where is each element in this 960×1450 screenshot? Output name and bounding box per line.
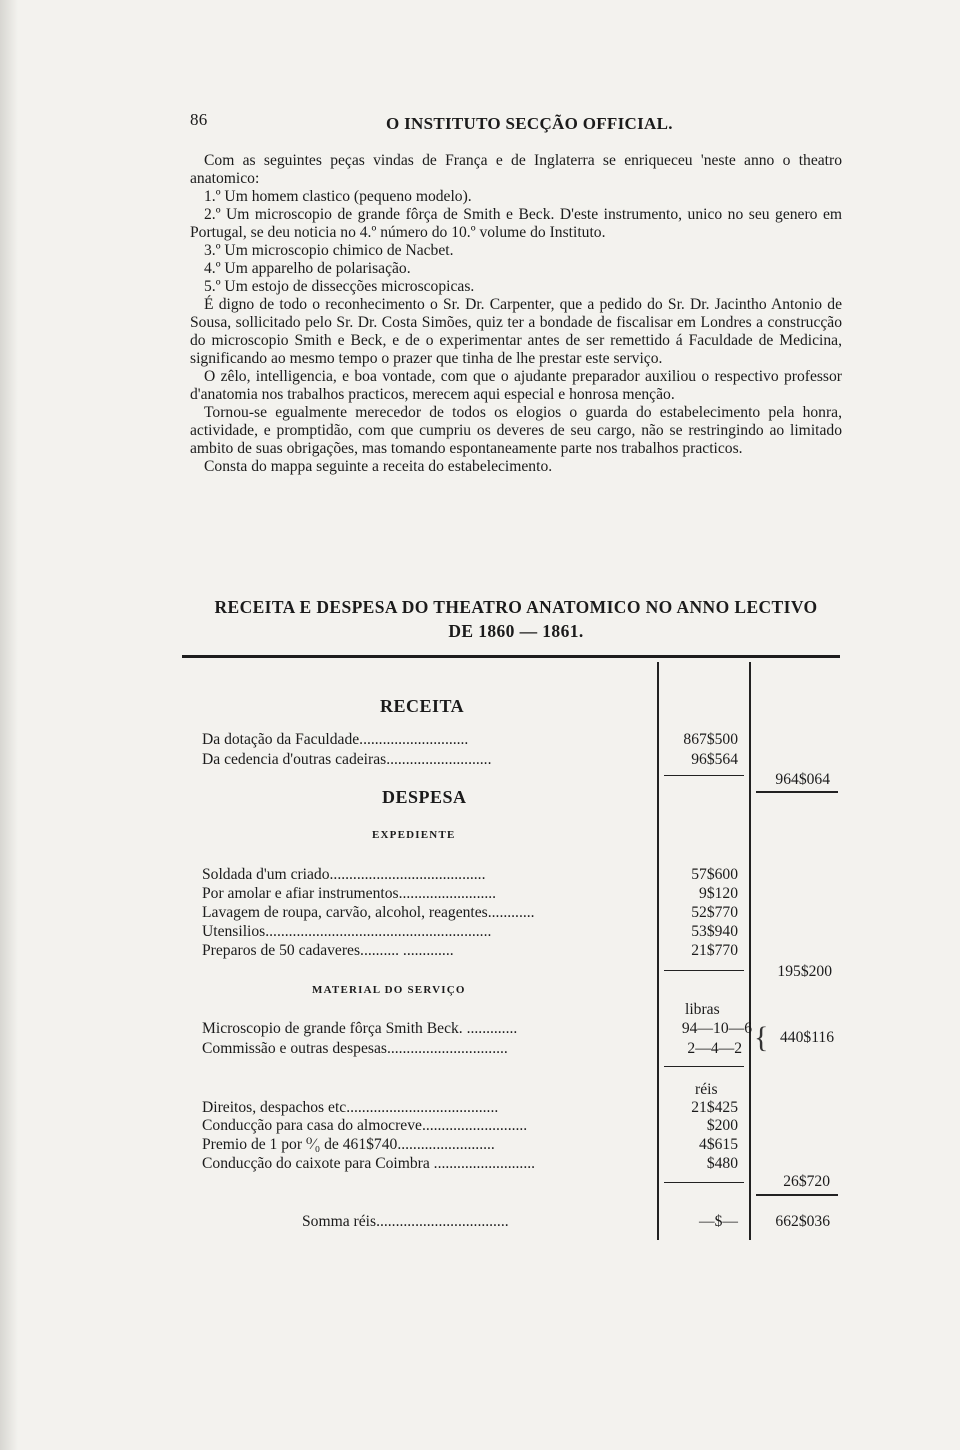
row-dots: ......................... xyxy=(397,1136,495,1153)
expediente-heading: EXPEDIENTE xyxy=(372,829,456,841)
table-top-rule xyxy=(182,655,840,658)
table-row xyxy=(202,884,496,904)
row-dots: ........................................ xyxy=(329,866,486,883)
row-value: 867$500 xyxy=(683,731,738,748)
row-dots: .......... ............. xyxy=(360,942,454,959)
table-title-line2: DE 1860 — 1861. xyxy=(448,621,584,641)
receita-total: 964$064 xyxy=(775,771,830,788)
column-divider-left xyxy=(657,662,659,1240)
row-dots: .......................................................... xyxy=(265,923,492,940)
material-total: 26$720 xyxy=(783,1173,830,1190)
table-row xyxy=(202,1039,508,1059)
row-dots: ........................... xyxy=(386,751,492,768)
row-label: Soldada d'um criado xyxy=(202,866,330,883)
row-label: Por amolar e afiar instrumentos xyxy=(202,885,399,902)
row-label: Preparos de 50 cadaveres xyxy=(202,942,361,959)
table-row xyxy=(202,730,468,750)
receita-heading: RECEITA xyxy=(380,696,465,716)
row-value: $200 xyxy=(706,1117,738,1134)
somma-label: Somma réis xyxy=(302,1213,377,1230)
paragraph-ajudante: O zêlo, intelligencia, e boa vontade, com que o ajudante preparador auxiliou o respectivo professor d'anatomia nos trabalhos practicos, merecem aqui especial e honrosa menção. xyxy=(190,368,842,403)
table-row xyxy=(202,1154,535,1174)
row-label: Direitos, despachos etc xyxy=(202,1099,347,1116)
row-dots: . ............. xyxy=(458,1020,518,1037)
row-value: 4$615 xyxy=(699,1136,738,1153)
row-value: 94—10—6 xyxy=(681,1020,752,1037)
row-dots: .......................... xyxy=(429,1155,536,1172)
table-row xyxy=(202,941,454,961)
body-text xyxy=(190,152,842,476)
row-label: Utensilios xyxy=(202,923,266,940)
table-row xyxy=(202,1116,527,1136)
running-header xyxy=(190,110,845,140)
row-value: 2—4—2 xyxy=(687,1040,742,1057)
total-underline xyxy=(756,791,838,793)
row-label: Lavagem de roupa, carvão, alcohol, reagentes xyxy=(202,904,488,921)
table-row xyxy=(202,922,491,942)
subtotal-rule xyxy=(664,970,744,971)
row-label: Conducção do caixote para Coimbra xyxy=(202,1155,430,1172)
row-value: 96$564 xyxy=(691,751,738,768)
unit-libras: libras xyxy=(685,1001,720,1018)
despesa-heading: DESPESA xyxy=(382,787,467,807)
total-underline xyxy=(756,1194,838,1196)
row-dots: ............................ xyxy=(359,731,469,748)
row-dots: ............................... xyxy=(386,1040,508,1057)
somma-row xyxy=(302,1212,509,1232)
row-value: 9$120 xyxy=(699,885,738,902)
row-dots: ....................................... xyxy=(346,1099,499,1116)
table-row xyxy=(202,865,485,885)
somma-mid-value: —$— xyxy=(699,1213,738,1230)
page-edge-shadow xyxy=(0,0,18,1450)
row-dots: ............ xyxy=(487,904,535,921)
list-item: 5.º Um estojo de dissecções microscopicas. xyxy=(204,278,475,295)
table-row xyxy=(202,750,491,770)
row-value: 57$600 xyxy=(691,866,738,883)
expediente-total: 195$200 xyxy=(777,963,832,980)
page-number: 86 xyxy=(190,110,208,129)
list-item: 1.º Um homem clastico (pequeno modelo). xyxy=(204,188,472,205)
row-dots: .................................. xyxy=(376,1213,509,1230)
table-row xyxy=(202,1135,495,1155)
somma-total: 662$036 xyxy=(775,1213,830,1230)
table-title xyxy=(190,595,842,643)
row-label: Conducção para casa do almocreve xyxy=(202,1117,422,1134)
list-item: 3.º Um microscopio chimico de Nacbet. xyxy=(204,242,454,259)
list-item: 4.º Um apparelho de polarisação. xyxy=(204,260,411,277)
brace-icon: { xyxy=(754,1021,769,1054)
paragraph-guarda: Tornou-se egualmente merecedor de todos os elogios o guarda do estabelecimento pela honra, actividade, e promptidão, com que cumpriu os deveres de seu cargo, não se restringindo ao limitado ambito de suas obrigações, mas tomando espontaneamente parte nos trabalhos practicos. xyxy=(190,404,842,457)
row-dots: ......................... xyxy=(398,885,497,902)
table-title-line1: RECEITA E DESPESA DO THEATRO ANATOMICO NO ANNO LECTIVO xyxy=(214,597,818,617)
table-row xyxy=(202,1019,517,1039)
intro-paragraph: Com as seguintes peças vindas de França e de Inglaterra se enriqueceu 'neste anno o theatro anatomico: xyxy=(190,152,842,187)
subtotal-rule xyxy=(664,1182,744,1183)
paragraph-carpenter: É digno de todo o reconhecimento o Sr. Dr. Carpenter, que a pedido do Sr. Dr. Jacintho Antonio de Sousa, sollicitado pelo Sr. Dr. Costa Simões, quiz ter a bondade de fiscalisar em Londres a construcção do microscopio Smith e Beck, e de o experimentar antes de ser remettido á Faculdade de Medicina, significando ao mesmo tempo o prazer que tinha de lhe prestar este serviço. xyxy=(190,296,842,367)
row-value: 52$770 xyxy=(691,904,738,921)
row-dots: ........................... xyxy=(421,1117,528,1134)
libras-total: 440$116 xyxy=(780,1029,834,1046)
subtotal-rule xyxy=(664,775,744,776)
material-heading: MATERIAL DO SERVIÇO xyxy=(312,984,466,996)
row-label: Microscopio de grande fôrça Smith Beck xyxy=(202,1020,459,1037)
row-value: 21$425 xyxy=(691,1099,738,1116)
subtotal-rule xyxy=(664,1066,744,1067)
unit-reis: réis xyxy=(695,1081,718,1098)
row-label: Premio de 1 por ⁰⁄₀ de 461$740 xyxy=(202,1136,398,1153)
row-value: 21$770 xyxy=(691,942,738,959)
row-label: Commissão e outras despesas xyxy=(202,1040,387,1057)
row-label: Da cedencia d'outras cadeiras xyxy=(202,751,387,768)
paragraph-consta: Consta do mappa seguinte a receita do estabelecimento. xyxy=(204,458,553,475)
table-row xyxy=(202,903,535,923)
list-item: 2.º Um microscopio de grande fôrça de Smith e Beck. D'este instrumento, unico no seu genero em Portugal, se deu noticia no 4.º número do 10.º volume do Instituto. xyxy=(190,206,842,241)
running-title: O INSTITUTO SECÇÃO OFFICIAL. xyxy=(386,114,673,133)
row-label: Da dotação da Faculdade xyxy=(202,731,360,748)
column-divider-right xyxy=(749,662,751,1240)
row-value: $480 xyxy=(706,1155,738,1172)
row-value: 53$940 xyxy=(691,923,738,940)
table-row xyxy=(202,1098,498,1118)
